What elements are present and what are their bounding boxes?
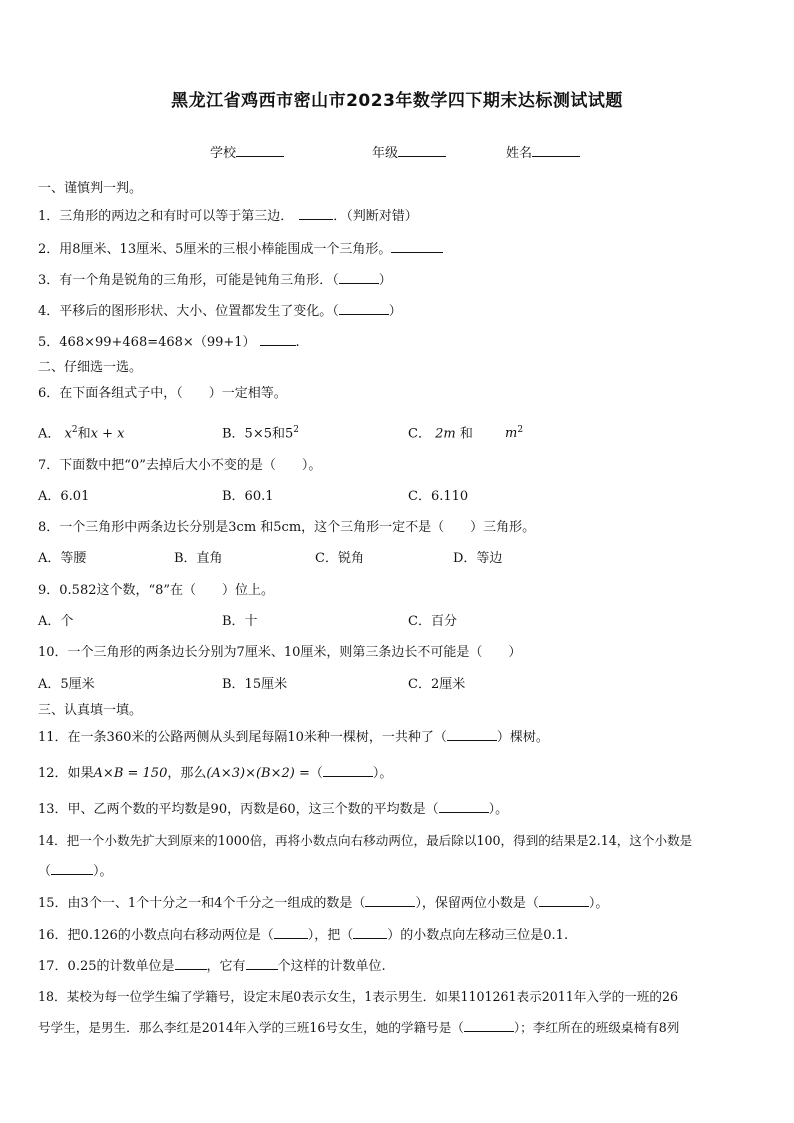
q6a-term: x xyxy=(64,426,72,442)
question-3 xyxy=(38,271,392,290)
question-5 xyxy=(38,333,300,352)
question-15 xyxy=(38,894,608,913)
q6-option-a[interactable] xyxy=(38,421,124,443)
q11-text: 11．在一条360米的公路两侧从头到尾每隔10米种一棵树，一共种了（ xyxy=(38,730,447,745)
section-2-heading: 二、仔细选一选。 xyxy=(38,360,143,375)
q1-text: 1．三角形的两边之和有时可以等于第三边． xyxy=(38,209,294,224)
page-title: 黑龙江省鸡西市密山市2023年数学四下期末达标测试试题 xyxy=(171,91,623,111)
question-12 xyxy=(38,764,392,783)
q13-blank[interactable] xyxy=(439,800,489,813)
q10-option-c[interactable]: C．2厘米 xyxy=(408,677,466,692)
q9-option-b[interactable]: B．十 xyxy=(222,614,258,629)
name-label: 姓名 xyxy=(506,146,533,161)
q6c-term2: m xyxy=(505,426,518,442)
question-17 xyxy=(38,957,386,976)
question-8: 8．一个三角形中两条边长分别是3cm 和5cm，这个三角形一定不是（ ）三角形。 xyxy=(38,520,536,535)
question-14: 14．把一个小数先扩大到原来的1000倍，再将小数点向右移动两位，最后除以100，得到的结果是2.14，这个小数是 xyxy=(38,833,693,848)
question-10: 10．一个三角形的两条边长分别为7厘米、10厘米，则第三条边长不可能是（ ） xyxy=(38,645,522,660)
q11-blank[interactable] xyxy=(447,728,497,741)
q2-text: 2．用8厘米、13厘米、5厘米的三根小棒能围成一个三角形。 xyxy=(38,242,392,257)
q1-suffix: ．（判断对错） xyxy=(333,209,418,224)
q12-suffix: ）。 xyxy=(372,766,393,781)
q13-suffix: ）。 xyxy=(488,802,509,817)
q10-option-b[interactable]: B．15厘米 xyxy=(222,677,288,692)
question-1 xyxy=(38,207,418,226)
question-7: 7．下面数中把“0”去掉后大小不变的是（ ）。 xyxy=(38,458,322,473)
q14-blank[interactable] xyxy=(51,862,93,875)
question-4 xyxy=(38,302,402,321)
q12-math-1: A×B = 150 xyxy=(93,766,168,781)
school-blank[interactable] xyxy=(236,144,284,157)
q3-suffix: ） xyxy=(378,273,392,288)
question-18-cont xyxy=(38,1019,679,1037)
q14-suffix: ）。 xyxy=(93,864,113,879)
q18-blank[interactable] xyxy=(464,1019,514,1032)
section-3-heading: 三、认真填一填。 xyxy=(38,703,143,718)
question-9: 9．0.582这个数，“8”在（ ）位上。 xyxy=(38,583,275,598)
q15-text-2: ），保留两位小数是（ xyxy=(415,896,539,911)
q8-option-b[interactable]: B．直角 xyxy=(174,551,223,566)
q17-blank-2[interactable] xyxy=(246,957,278,970)
q10-option-a[interactable]: A．5厘米 xyxy=(38,677,95,692)
grade-label: 年级 xyxy=(372,146,399,161)
q6a-label: A． xyxy=(38,426,61,442)
q18-text-2: 号学生，是男生．那么李红是2014年入学的三班16号女生，她的学籍号是（ xyxy=(38,1020,464,1035)
q6b-text: B．5×5和5 xyxy=(222,426,294,442)
q13-text: 13．甲、乙两个数的平均数是90，丙数是60，这三个数的平均数是（ xyxy=(38,802,439,817)
grade-blank[interactable] xyxy=(398,144,446,157)
q12-open: （ xyxy=(309,766,323,781)
q6c-exp: 2 xyxy=(517,425,524,435)
q14-open: （ xyxy=(38,864,52,879)
q12-text: 12．如果 xyxy=(38,766,94,781)
q9-option-a[interactable]: A．个 xyxy=(38,614,74,629)
school-field xyxy=(210,142,284,161)
q3-blank[interactable] xyxy=(339,271,379,284)
q6b-exp: 2 xyxy=(293,425,299,435)
q4-blank[interactable] xyxy=(339,302,389,315)
q11-suffix: ）棵树。 xyxy=(496,730,549,745)
q4-text: 4．平移后的图形形状、大小、位置都发生了变化。（ xyxy=(38,304,339,319)
q17-text-2: ，它有 xyxy=(206,959,246,974)
question-16 xyxy=(38,926,568,945)
q6a-exp: 2 xyxy=(71,425,78,435)
q6c-term: 2m xyxy=(435,426,456,442)
q15-text: 15．由3个一、1个十分之一和4个千分之一组成的数是（ xyxy=(38,896,366,911)
q7-option-a[interactable]: A．6.01 xyxy=(38,489,90,504)
q8-option-a[interactable]: A．等腰 xyxy=(38,551,87,566)
q7-option-b[interactable]: B．60.1 xyxy=(222,489,274,504)
q15-suffix: ）。 xyxy=(588,896,609,911)
section-1-heading: 一、谨慎判一判。 xyxy=(38,181,143,196)
q16-suffix: ）的小数点向左移动三位是0.1. xyxy=(387,928,569,943)
question-18: 18．某校为每一位学生编了学籍号，设定末尾0表示女生，1表示男生．如果1101261表示2011年入学的一班的26 xyxy=(38,989,678,1004)
q6c-and: 和 xyxy=(459,426,473,442)
q16-text-2: ），把（ xyxy=(307,928,354,943)
q8-option-d[interactable]: D．等边 xyxy=(453,551,503,566)
school-label: 学校 xyxy=(210,146,237,161)
q18-suffix: ）；李红所在的班级桌椅有8列 xyxy=(513,1020,680,1035)
q17-text: 17．0.25的计数单位是 xyxy=(38,959,175,974)
q9-option-c[interactable]: C．百分 xyxy=(408,614,457,629)
q5-text: 5．468×99+468=468×（99+1） xyxy=(38,335,256,350)
q6c-label: C． xyxy=(408,426,431,442)
q12-text-2: ，那么 xyxy=(167,766,207,781)
question-13 xyxy=(38,800,508,819)
question-6: 6．在下面各组式子中，（ ）一定相等。 xyxy=(38,386,287,401)
q1-blank[interactable] xyxy=(299,207,333,220)
q12-math-2: (A×3)×(B×2) = xyxy=(206,766,310,781)
q6-option-c[interactable] xyxy=(408,421,523,443)
q15-blank-1[interactable] xyxy=(365,894,415,907)
question-11 xyxy=(38,728,549,747)
q6a-term2: x + x xyxy=(90,426,125,442)
q8-option-c[interactable]: C．锐角 xyxy=(315,551,364,566)
q6-option-b[interactable] xyxy=(222,421,299,443)
q17-blank-1[interactable] xyxy=(175,957,207,970)
q16-blank-2[interactable] xyxy=(353,926,387,939)
q4-suffix: ） xyxy=(388,304,402,319)
question-14-cont xyxy=(38,862,113,881)
q16-text: 16．把0.126的小数点向右移动两位是（ xyxy=(38,928,274,943)
q15-blank-2[interactable] xyxy=(539,894,589,907)
grade-field xyxy=(372,142,446,161)
q5-blank[interactable] xyxy=(260,333,296,346)
q17-suffix: 个这样的计数单位. xyxy=(277,959,386,974)
name-field xyxy=(506,142,580,161)
q6a-and: 和 xyxy=(77,426,91,442)
q12-blank[interactable] xyxy=(323,764,373,777)
q16-blank-1[interactable] xyxy=(274,926,308,939)
question-2 xyxy=(38,240,443,259)
q3-text: 3．有一个角是锐角的三角形，可能是钝角三角形．（ xyxy=(38,273,339,288)
q5-suffix: . xyxy=(295,335,300,350)
q7-option-c[interactable]: C．6.110 xyxy=(408,489,469,504)
q2-blank[interactable] xyxy=(391,240,443,253)
name-blank[interactable] xyxy=(532,144,580,157)
